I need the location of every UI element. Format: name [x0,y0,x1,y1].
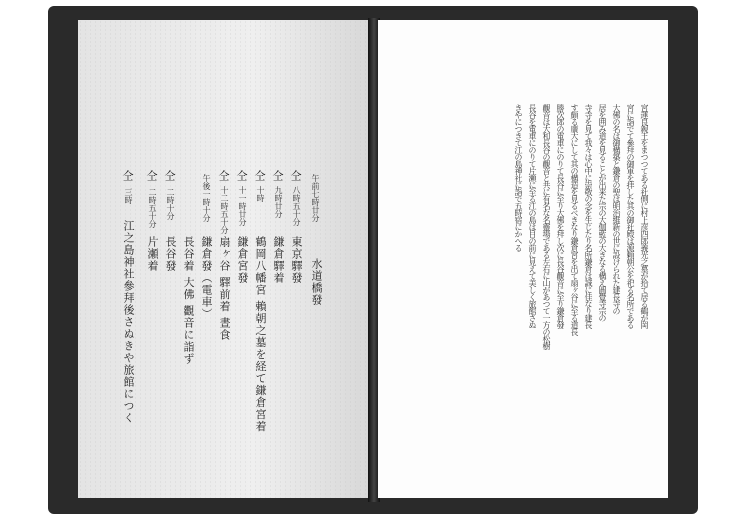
schedule-place-9: 長谷發 [164,236,177,272]
schedule-place-7: 鎌倉發（電車） [200,236,213,320]
ditto-mark: 仝 [253,170,266,182]
text-column: 長谷を電車にのりて片瀬に至る江の島は目の前に見えて美しく旅館さぬ [528,104,537,328]
ditto-mark: 仝 [289,170,302,182]
schedule-time-6: 十二時五十分 [220,186,229,234]
schedule-time-7: 午後一時十分 [202,174,211,222]
schedule-time-5: 十一時廿分 [238,186,247,226]
text-column: きやにつきて江の島神社に詣で五時宿にかへる [514,104,523,251]
ditto-mark: 仝 [235,170,248,182]
text-column: 寺寺を見て我々は心中に崇敬の念を生じたり名所鎌倉は誠に佳なり建長 [584,104,593,328]
ditto-mark: 仝 [121,170,134,182]
text-column: す頗る廣大にして其の構造を見るべきなり鎌倉宮を出て扇ヶ谷に至る道長 [570,104,579,335]
text-column: 宮運良親王をまつつてある社側に村上彦四郎義光之墓が拾て居る鶴が岡 [640,104,649,328]
schedule-place-6: 扇ヶ谷 驛前着 晝食 [218,236,231,341]
schedule-place-8: 長谷着 大佛 觀音に詣ず [182,236,195,365]
schedule-time-3: 九時廿分 [274,186,283,218]
schedule-time-9: 二時十分 [166,188,175,220]
schedule-place-5: 鎌倉宮發 [236,236,249,284]
right-page [378,20,668,498]
text-column: 居を囲み道を見ることが出来た宗の大伽藍の大きなる構え圓覺寺宗の [598,104,607,321]
schedule-time-1: 午前七時廿分 [311,174,320,222]
ditto-mark: 仝 [217,170,230,182]
schedule-time-10: 二時五十分 [148,188,157,228]
schedule-place-10: 片瀬着 [146,236,159,272]
ditto-mark: 仝 [145,170,158,182]
text-column: 宮に詣でて參拜の御軍を拝した其の御社殿は源頼朝公を祀る名所である [626,104,635,328]
ditto-mark: 仝 [163,170,176,182]
ditto-mark: 仝 [271,170,284,182]
text-column: 觀音は大和長谷の觀音と共に有名な名靈場である左右に山があつて一方の松樹 [542,104,551,349]
schedule-time-11: 三時 [124,188,133,204]
schedule-place-3: 鎌倉驛着 [272,236,285,284]
schedule-time-4: 十時 [256,186,265,202]
schedule-place-4: 鶴岡八幡宮 賴朝之墓を経て鎌倉宮着 [254,236,267,433]
left-page [78,20,370,498]
schedule-time-2: 八時五十分 [292,186,301,226]
text-column: 勝次郎の電車にのりて長谷に至り大佛を拜し次に長谷觀音に至り鎌倉發 [556,104,565,328]
text-column: 大佛の名は御構築と鎌倉の聖は明治維新の世に設けられた建長寺の [612,104,621,314]
schedule-place-11: 江之島神社參拜後さぬきや旅館につく [122,220,135,424]
schedule-place-1: 水道橋發 [310,258,323,306]
schedule-place-2: 東京驛發 [290,236,303,284]
